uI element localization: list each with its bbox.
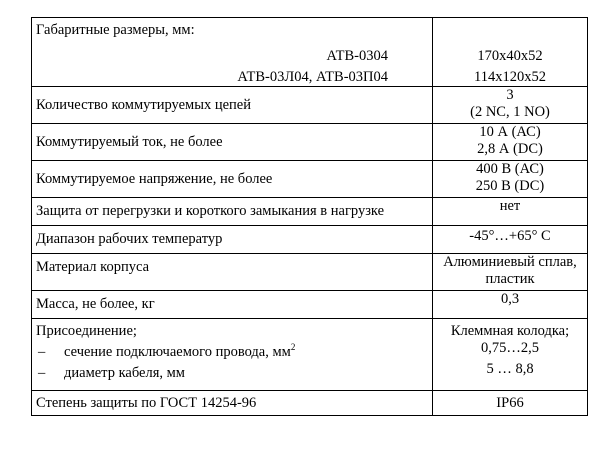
value-text: нет (499, 198, 521, 214)
param-cell (32, 18, 433, 87)
param-cell: Коммутируемое напряжение, не более (32, 161, 433, 198)
value-text: 250 В (DC) (475, 178, 545, 194)
value-cell (433, 291, 588, 319)
item-text: диаметр кабеля, мм (64, 365, 185, 381)
value-text: (2 NC, 1 NO) (470, 104, 550, 120)
value-text: 400 В (АС) (476, 161, 544, 177)
table-row-material (32, 254, 588, 291)
value-text: IP66 (496, 394, 524, 411)
value-text: 2,8 А (DC) (477, 141, 543, 157)
value-text: 0,75…2,5 (481, 340, 539, 356)
table-row-protection (32, 198, 588, 226)
specifications-table (31, 17, 588, 416)
value-cell (433, 319, 588, 391)
param-cell (32, 319, 433, 391)
param-cell: Степень защиты по ГОСТ 14254-96 (32, 391, 433, 416)
value-cell (433, 124, 588, 161)
table-row-current (32, 124, 588, 161)
table-row-voltage (32, 161, 588, 198)
model-label: АТВ-0304 (326, 48, 388, 64)
table-row-ip-rating (32, 391, 588, 416)
table-row-circuits (32, 87, 588, 124)
value-cell (433, 391, 588, 416)
value-text: 170х40х52 (477, 48, 543, 64)
param-cell: Материал корпуса (32, 254, 433, 291)
param-cell: Коммутируемый ток, не более (32, 124, 433, 161)
list-item (36, 365, 428, 382)
dash-marker: – (38, 344, 46, 360)
param-cell: Диапазон рабочих температур (32, 226, 433, 254)
value-text: 114х120х52 (474, 69, 546, 85)
superscript: 2 (290, 342, 296, 353)
table-row-connection (32, 319, 588, 391)
param-cell: Защита от перегрузки и короткого замыкания в нагрузке (32, 198, 433, 226)
value-cell (433, 198, 588, 226)
table-row-dimensions (32, 18, 588, 87)
value-text: Клеммная колодка; (450, 323, 570, 339)
list-item (36, 344, 428, 361)
param-label: Габаритные размеры, мм: (36, 22, 195, 38)
table-row-temperature (32, 226, 588, 254)
param-label: Присоединение; (36, 323, 137, 339)
value-cell (433, 87, 588, 124)
value-cell (433, 18, 588, 87)
param-cell: Масса, не более, кг (32, 291, 433, 319)
value-cell (433, 254, 588, 291)
item-text: сечение подключаемого провода, мм (64, 344, 291, 360)
dash-marker: – (38, 365, 46, 381)
value-text: -45°…+65° С (469, 228, 551, 244)
table-row-mass (32, 291, 588, 319)
value-text: пластик (485, 271, 535, 287)
model-label: АТВ-03Л04, АТВ-03П04 (237, 69, 388, 85)
value-text: 10 А (АС) (479, 124, 541, 140)
param-cell: Количество коммутируемых цепей (32, 87, 433, 124)
value-cell (433, 161, 588, 198)
value-text: 0,3 (500, 291, 520, 307)
value-cell (433, 226, 588, 254)
value-text: Алюминиевый сплав, (443, 254, 577, 270)
value-text: 3 (506, 87, 514, 103)
value-text: 5 … 8,8 (486, 361, 534, 377)
